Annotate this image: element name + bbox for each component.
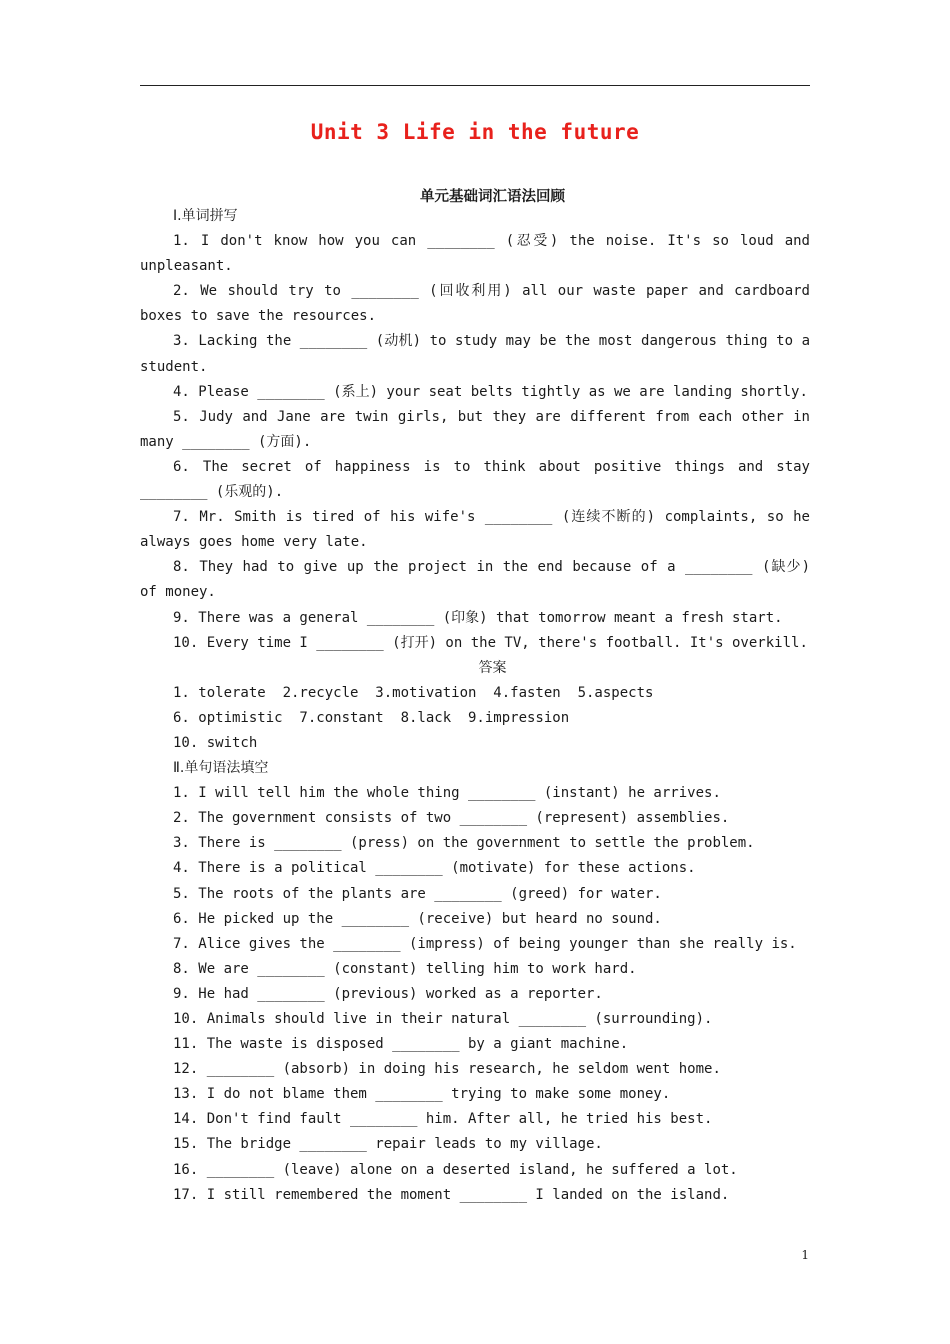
answer-line: 6. optimistic 7.constant 8.lack 9.impression <box>173 709 570 726</box>
page-subtitle: 单元基础词汇语法回顾 <box>420 189 565 205</box>
exercise-line: ________ (乐观的). <box>140 484 284 501</box>
grammar-line: 5. The roots of the plants are ________ (greed) for water. <box>173 885 662 902</box>
grammar-line: 9. He had ________ (previous) worked as a reporter. <box>173 985 603 1002</box>
grammar-line: 6. He picked up the ________ (receive) but heard no sound. <box>173 910 662 927</box>
section-heading-2: Ⅱ.单句语法填空 <box>173 760 269 777</box>
exercise-line: 10. Every time I ________ (打开) on the TV, there's football. It's overkill. <box>173 634 808 651</box>
exercise-line: unpleasant. <box>140 258 233 275</box>
grammar-line: 13. I do not blame them ________ trying to make some money. <box>173 1086 671 1103</box>
exercise-line: boxes to save the resources. <box>140 308 377 325</box>
grammar-line: 1. I will tell him the whole thing ________ (instant) he arrives. <box>173 785 721 802</box>
section-heading-1: Ⅰ.单词拼写 <box>173 208 238 224</box>
exercise-line: student. <box>140 358 208 375</box>
grammar-line: 12. ________ (absorb) in doing his research, he seldom went home. <box>173 1061 721 1078</box>
page-number: 1 <box>801 1248 809 1262</box>
exercise-line: 9. There was a general ________ (印象) that tomorrow meant a fresh start. <box>173 609 783 626</box>
grammar-line: 17. I still remembered the moment ________ I landed on the island. <box>173 1186 730 1203</box>
exercise-line: always goes home very late. <box>140 534 368 551</box>
grammar-line: 3. There is ________ (press) on the government to settle the problem. <box>173 835 755 852</box>
exercise-line: 6. The secret of happiness is to think about positive things and stay <box>173 458 810 475</box>
grammar-line: 2. The government consists of two ________ (represent) assemblies. <box>173 810 730 827</box>
header-rule <box>140 85 810 86</box>
exercise-line: 5. Judy and Jane are twin girls, but they are different from each other in <box>173 408 810 425</box>
grammar-line: 14. Don't find fault ________ him. After all, he tried his best. <box>173 1111 713 1128</box>
grammar-line: 11. The waste is disposed ________ by a giant machine. <box>173 1036 629 1053</box>
exercise-line: 2. We should try to ________ (回收利用) all our waste paper and cardboard <box>173 283 810 300</box>
document-body <box>140 204 810 1208</box>
exercise-line: 4. Please ________ (系上) your seat belts tightly as we are landing shortly. <box>173 383 808 400</box>
answer-line: 1. tolerate 2.recycle 3.motivation 4.fasten 5.aspects <box>173 684 654 701</box>
answer-heading: 答案 <box>478 659 507 676</box>
grammar-line: 8. We are ________ (constant) telling him to work hard. <box>173 960 637 977</box>
exercise-line: 1. I don't know how you can ________ (忍受) the noise. It's so loud and <box>173 233 810 250</box>
exercise-line: 3. Lacking the ________ (动机) to study may be the most dangerous thing to a <box>173 333 810 350</box>
grammar-line: 16. ________ (leave) alone on a deserted island, he suffered a lot. <box>173 1161 738 1178</box>
exercise-line: 7. Mr. Smith is tired of his wife's ________ (连续不断的) complaints, so he <box>173 509 810 526</box>
grammar-line: 15. The bridge ________ repair leads to my village. <box>173 1136 603 1153</box>
exercise-line: many ________ (方面). <box>140 433 312 450</box>
grammar-line: 10. Animals should live in their natural ________ (surrounding). <box>173 1011 713 1027</box>
exercise-line: of money. <box>140 584 216 601</box>
exercise-line: 8. They had to give up the project in the end because of a ________ (缺少) <box>173 559 810 576</box>
grammar-line: 7. Alice gives the ________ (impress) of being younger than she really is. <box>173 935 797 952</box>
grammar-line: 4. There is a political ________ (motivate) for these actions. <box>173 860 696 877</box>
page-title: Unit 3 Life in the future <box>310 120 640 144</box>
answer-line: 10. switch <box>173 734 258 751</box>
